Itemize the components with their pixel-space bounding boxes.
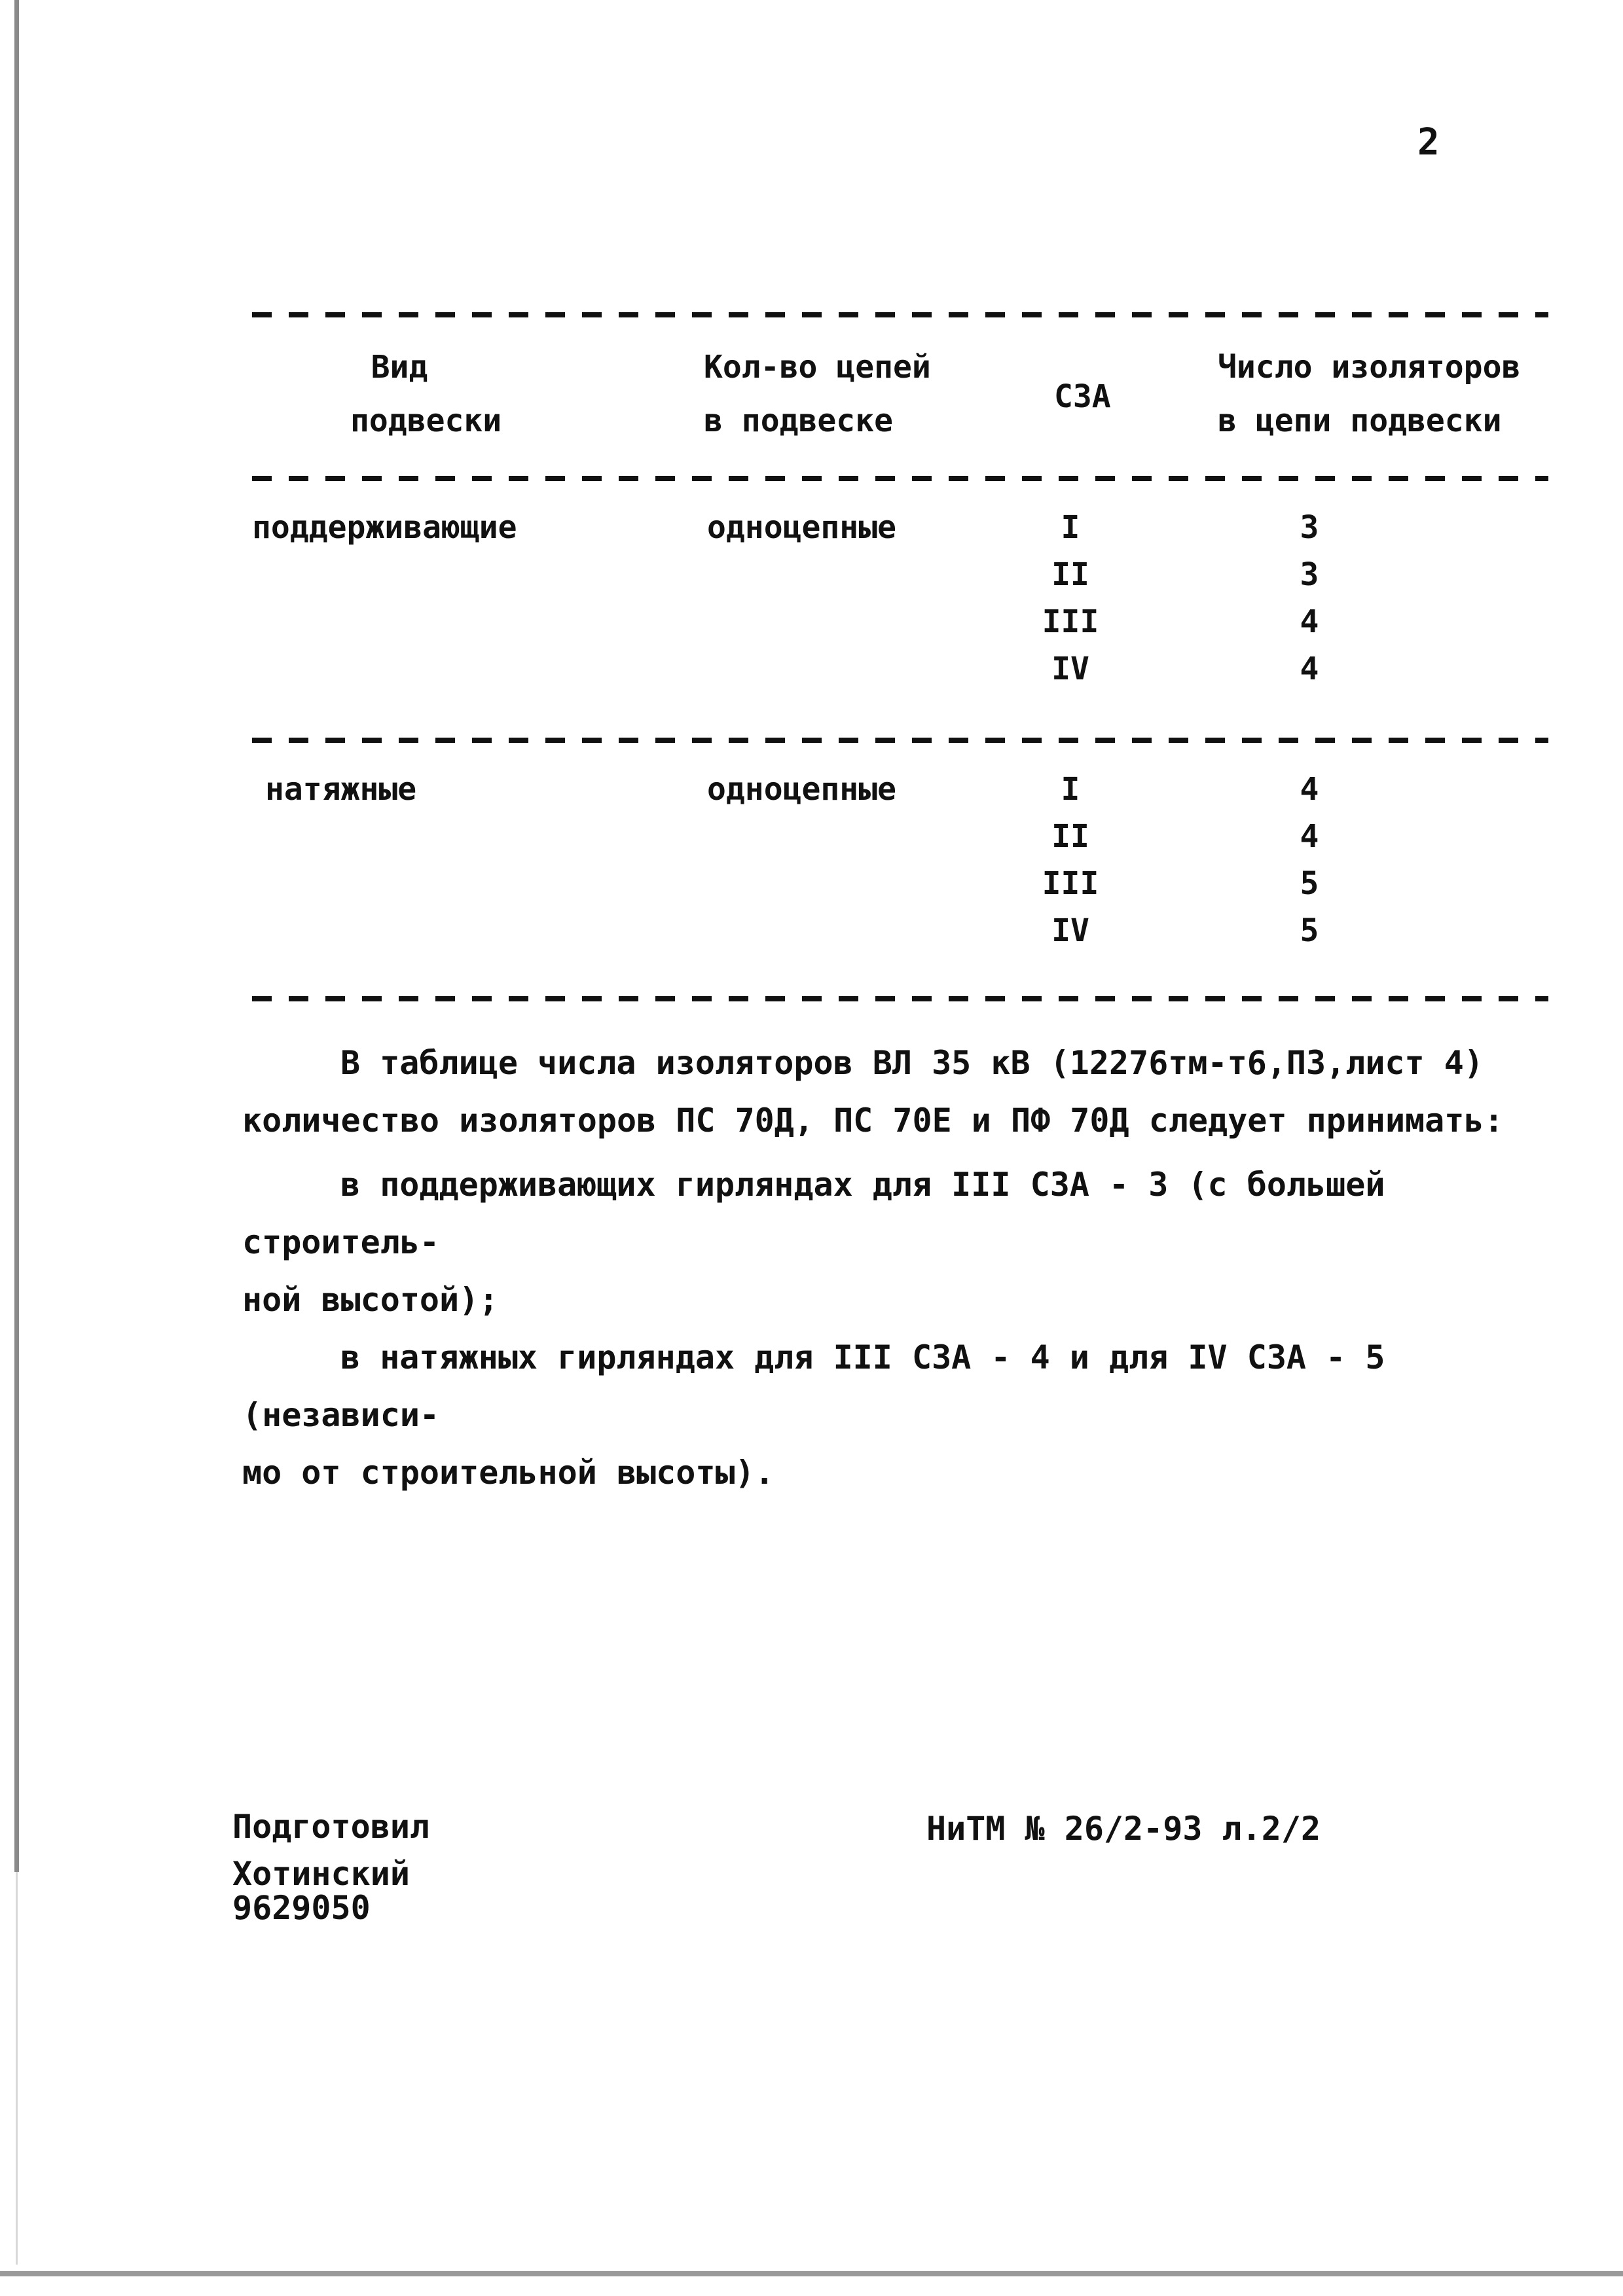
signature-block xyxy=(232,1803,430,1927)
count-cell: 3 xyxy=(1300,556,1319,593)
count-cell: 4 xyxy=(1300,651,1319,687)
prepared-label: Подготовил xyxy=(232,1808,430,1846)
group-chains: одноцепные xyxy=(707,509,896,546)
sza-cell: II xyxy=(1051,556,1089,593)
note-line: мо от строительной высоты). xyxy=(242,1454,775,1492)
sza-cell: III xyxy=(1042,865,1099,902)
scan-left-edge-faint xyxy=(16,1872,18,2265)
table-bottom-rule xyxy=(252,996,1548,1001)
group-chains: одноцепные xyxy=(707,771,896,808)
count-cell: 4 xyxy=(1300,771,1319,808)
scan-left-edge xyxy=(14,0,19,1872)
header-line: Число изоляторов xyxy=(1218,349,1521,386)
count-cell: 3 xyxy=(1300,509,1319,546)
header-suspension-type xyxy=(350,340,502,448)
note-line: количество изоляторов ПС 70Д, ПС 70Е и ПФ 70Д следует принимать: xyxy=(242,1102,1504,1139)
sza-cell: IV xyxy=(1051,912,1089,949)
header-rule xyxy=(252,476,1548,481)
sza-cell: I xyxy=(1061,771,1080,808)
header-chain-count xyxy=(704,340,931,448)
header-insulator-count xyxy=(1218,340,1520,448)
sza-cell: I xyxy=(1061,509,1080,546)
scan-bottom-edge xyxy=(0,2271,1623,2276)
note-line: В таблице числа изоляторов ВЛ 35 кВ (12276тм-т6,ПЗ,лист 4) xyxy=(340,1044,1484,1082)
header-line: Вид xyxy=(371,349,428,386)
count-cell: 5 xyxy=(1300,865,1319,902)
note-line: в поддерживающих гирляндах для III СЗА - 3 (с большей строитель- xyxy=(242,1166,1385,1261)
sza-cell: III xyxy=(1042,603,1099,640)
header-line: СЗА xyxy=(1054,378,1111,415)
note-line: в натяжных гирляндах для III СЗА - 4 и для IV СЗА - 5 (независи- xyxy=(242,1338,1385,1434)
header-line: Кол-во цепей xyxy=(704,349,931,386)
header-sza xyxy=(1054,370,1111,423)
group-rule xyxy=(252,738,1548,743)
group-type: натяжные xyxy=(265,771,417,808)
author-name: Хотинский xyxy=(232,1855,410,1893)
header-line: подвески xyxy=(350,403,502,439)
phone-number: 9629050 xyxy=(232,1889,371,1927)
page-number: 2 xyxy=(1417,121,1440,164)
document-reference: НиТМ № 26/2-93 л.2/2 xyxy=(926,1810,1321,1848)
header-line: в подвеске xyxy=(704,403,893,439)
table-top-rule xyxy=(252,312,1548,317)
sza-cell: IV xyxy=(1051,651,1089,687)
header-line: в цепи подвески xyxy=(1218,403,1502,439)
count-cell: 5 xyxy=(1300,912,1319,949)
group-type: поддерживающие xyxy=(252,509,517,546)
count-cell: 4 xyxy=(1300,818,1319,855)
sza-cell: II xyxy=(1051,818,1089,855)
note-text xyxy=(242,1034,1571,1501)
count-cell: 4 xyxy=(1300,603,1319,640)
note-line: ной высотой); xyxy=(242,1281,499,1319)
